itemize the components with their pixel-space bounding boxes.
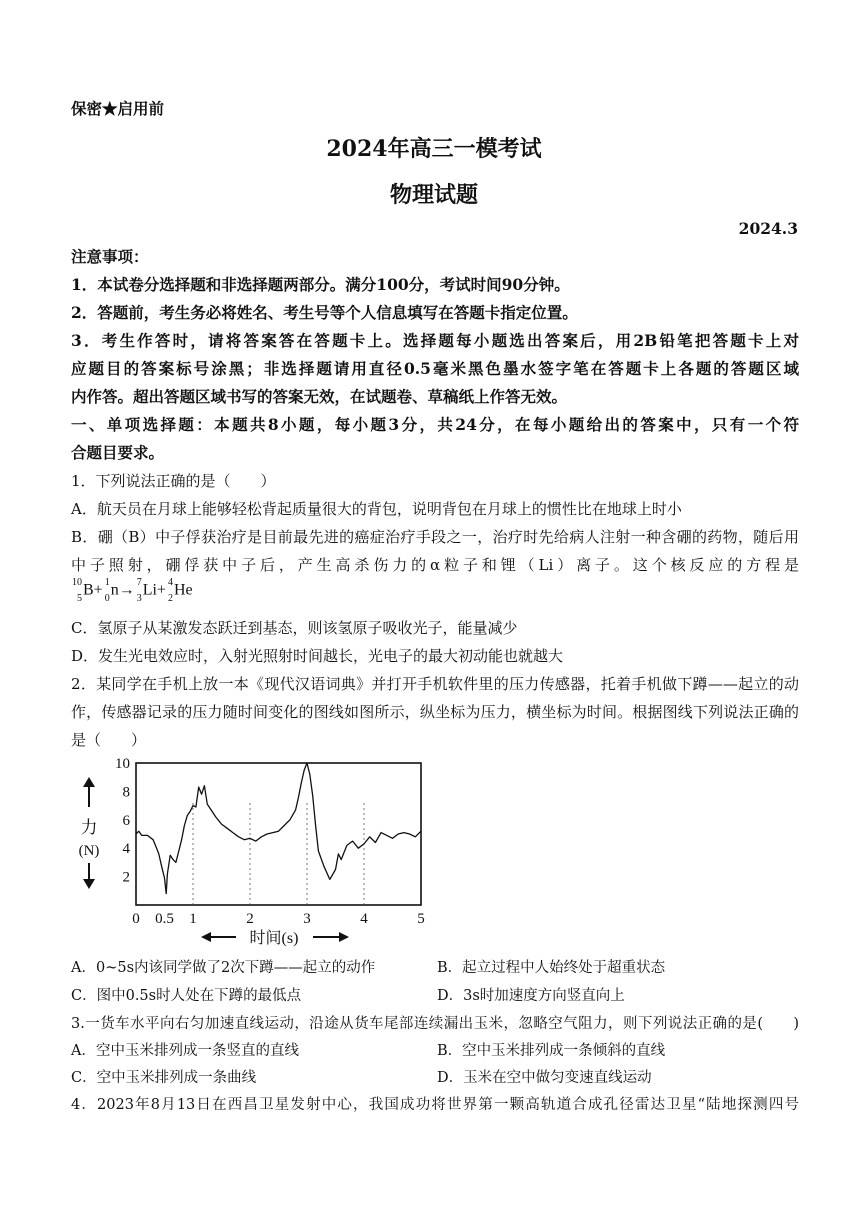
y-arrow-down-icon <box>83 879 95 889</box>
q2-option-c: C．图中0.5s时人处在下蹲的最低点 <box>71 988 302 1004</box>
exam-title: 2024年高三一模考试 <box>326 136 542 162</box>
q1-stem: 1．下列说法正确的是（ ） <box>71 472 276 490</box>
x-tick-label: 3 <box>303 911 311 927</box>
subject-title: 物理试题 <box>389 182 478 208</box>
y-arrow-up-icon <box>83 777 95 787</box>
section1-heading-line2: 合题目要求。 <box>71 443 165 462</box>
q1-option-b-line1: B．硼（B）中子俘获治疗是目前最先进的癌症治疗手段之一，治疗时先给病人注射一种含硼的药物，随后用 <box>71 528 799 546</box>
q3-stem: 3.一货车水平向右匀加速直线运动，沿途从货车尾部连续漏出玉米，忽略空气阻力，则下列说法正确的是( ) <box>71 1016 799 1032</box>
y-tick-label: 10 <box>115 756 130 772</box>
q1-nuclear-equation: 10 5 B+ 1 0 n→ 7 3 Li+ 4 2 He <box>72 577 193 604</box>
q3-option-a: A．空中玉米排列成一条竖直的直线 <box>71 1043 299 1059</box>
y-tick-label: 2 <box>122 869 130 886</box>
x-tick-label: 1 <box>189 911 197 927</box>
section1-heading-line1: 一、单项选择题：本题共8小题，每小题3分，共24分，在每小题给出的答案中，只有一个符 <box>71 415 799 434</box>
q1-option-a: A．航天员在月球上能够轻松背起质量很大的背包，说明背包在月球上的惯性比在地球上时小 <box>71 500 682 518</box>
q2-option-a: A．0~5s内该同学做了2次下蹲——起立的动作 <box>71 960 376 976</box>
force-series-line <box>136 763 421 894</box>
q3-option-b: B．空中玉米排列成一条倾斜的直线 <box>437 1043 666 1059</box>
q2-option-b: B．起立过程中人始终处于超重状态 <box>437 960 666 976</box>
y-axis-label: 力 <box>80 818 98 837</box>
note-3-line-3: 内作答。超出答题区域书写的答案无效，在试题卷、草稿纸上作答无效。 <box>71 387 568 406</box>
x-tick-label: 0.5 <box>155 911 174 927</box>
q4-stem: 4．2023年8月13日在西昌卫星发射中心，我国成功将世界第一颗高轨道合成孔径雷达卫星“陆地探测四号 <box>71 1097 799 1113</box>
note-3-line-1: 3．考生作答时，请将答案答在答题卡上。选择题每小题选出答案后，用2B铅笔把答题卡上对 <box>71 331 799 350</box>
note-1: 1．本试卷分选择题和非选择题两部分。满分100分，考试时间90分钟。 <box>71 275 570 294</box>
y-tick-label: 8 <box>122 784 130 801</box>
x-arrow-left-icon <box>201 932 211 942</box>
q1-option-d: D．发生光电效应时，入射光照射时间越长，光电子的最大初动能也就越大 <box>71 647 564 665</box>
exam-date: 2024.3 <box>738 219 798 238</box>
x-arrow-right-icon <box>339 932 349 942</box>
x-tick-label: 5 <box>417 911 425 927</box>
y-axis-unit: (N) <box>78 843 100 859</box>
x-axis-label: 时间(s) <box>249 930 299 947</box>
x-tick-label: 4 <box>360 911 368 927</box>
q2-stem-line2: 作，传感器记录的压力随时间变化的图线如图所示，纵坐标为压力，横坐标为时间。根据图线下列说法正确的 <box>71 703 799 721</box>
q2-option-d: D．3s时加速度方向竖直向上 <box>437 988 625 1004</box>
y-tick-label: 4 <box>122 841 130 858</box>
q3-option-c: C．空中玉米排列成一条曲线 <box>71 1070 257 1086</box>
q2-stem-line3: 是（ ） <box>71 731 147 749</box>
x-tick-label: 2 <box>246 911 254 927</box>
q2-stem-line1: 2．某同学在手机上放一本《现代汉语词典》并打开手机软件里的压力传感器，托着手机做下蹲——起立的动 <box>71 675 799 693</box>
note-2: 2．答题前，考生务必将姓名、考生号等个人信息填写在答题卡指定位置。 <box>71 303 578 322</box>
y-tick-label: 6 <box>122 812 130 829</box>
note-3-line-2: 应题目的答案标号涂黑；非选择题请用直径0.5毫米黑色墨水签字笔在答题卡上各题的答题区域 <box>71 359 799 378</box>
notes-heading: 注意事项： <box>71 247 149 266</box>
confidential-label: 保密★启用前 <box>71 99 165 118</box>
x-tick-label: 0 <box>132 911 140 927</box>
force-time-chart <box>71 755 431 950</box>
q1-option-c: C．氢原子从某激发态跃迁到基态，则该氢原子吸收光子，能量减少 <box>71 619 518 637</box>
q3-option-d: D．玉米在空中做匀变速直线运动 <box>437 1070 652 1086</box>
q1-option-b-line2: 中子照射，硼俘获中子后，产生高杀伤力的α粒子和锂（Li）离子。这个核反应的方程是 <box>71 556 799 574</box>
plot-frame <box>136 763 421 905</box>
